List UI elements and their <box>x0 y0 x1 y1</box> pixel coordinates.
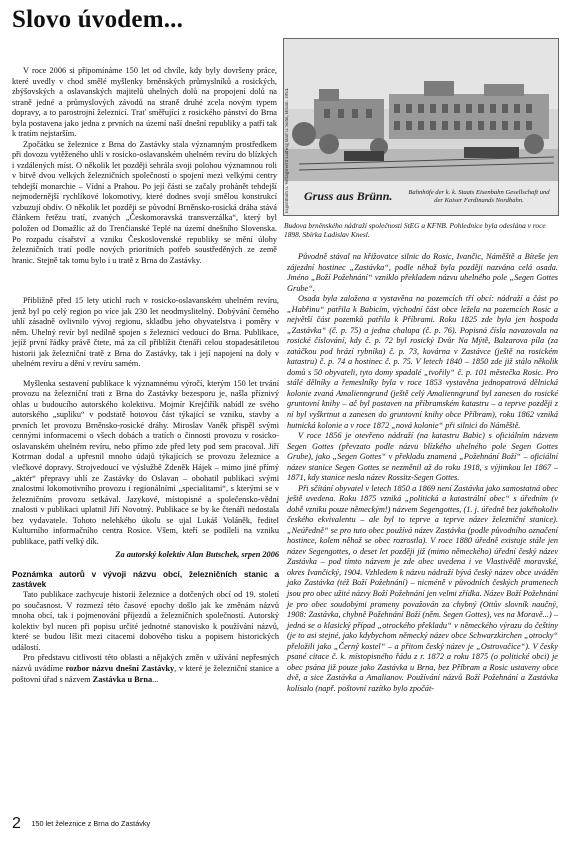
postcard-greeting: Gruss aus Brünn. <box>304 189 393 203</box>
paragraph: V roce 1856 je otevřeno nádraží (na katastru Babic) s oficiálním názvem Segen Gottes (převzato podle názvu blízkého uhelného pole Segen Gottes Grube), jako „Segen Gottes“ v překladu znamená „Požehnání Boží“ – oficiální název stanice Segen Gottes se nezměnil až do roku 1918, s výjimkou let 1867 – 1871, kdy stanice nesla název Rossitz-Segen Gottes. <box>287 431 558 483</box>
page-footer <box>12 815 150 833</box>
paragraph: Původně stával na křižovatce silnic do Rosic, Ivančic, Náměště a Bíteše jen zájezdní hostinec „Zastávka“, podle něhož byla později nazvána celá osada. Jméno „Boží Požehnání“ vzniklo překladem názvu uhelného pole „Segen Gottes Grube“. <box>287 252 558 293</box>
paragraph: V roce 2006 si připomínáme 150 let od chvíle, kdy byly dovršeny práce, které uvedly v chod smělé myšlenky brněnských průmyslníků a rosických, zbýšovských a oslavanských majitelů uhelných dolů na propojení dolů na straně jedné a průmyslových závodů na straně druhé zcela novým typem dopravy, a to parostrojní železnicí. Trať směřující z rosického pánství do Brna byla postavena jako jedna z prvních na území naší dnešní republiky a patří tak k tratím nejstarším. <box>12 66 277 139</box>
photo-caption: Budova brněnského nádraží společnosti StEG a KFNB. Pohlednice byla odeslána v roce 1898. Sbírka Ladislav Knesl. <box>284 221 546 240</box>
postcard-label: Bahnhöfe der k. k. Staats Eisenbahn Gesellschaft und der Kaiser Ferdinands Nordbahn. <box>408 189 550 204</box>
paragraph: Tato publikace zachycuje historii železnice a dotčených obcí od 19. století po současnost. V rozmezí této časové epochy došlo jak ke změnám názvů mnoha obcí, tak i pojmenování příjezdů a železničních společností. Autorský kolektiv byl nucen při popisu určité jednotné stanovisko k používání názvů, které se budou líšit mezi citacemi dobového tisku a popisem historických událostí. <box>12 590 279 652</box>
publisher-imprint: Eigenthum u. Verlagsrecht Ludwig Barr u. Sohn, Brünn. 1894. <box>285 87 290 213</box>
paragraph <box>12 653 279 685</box>
page-number: 2 <box>12 814 21 832</box>
page-title: Slovo úvodem... <box>12 6 184 33</box>
paragraph: Zpočátku se železnice z Brna do Zastávky stala významným prostředkem při dovozu vytěženého uhlí v rosicko-oslavanském uhelném revíru do blízkých i vzdálených míst. O několik let později sehrála svoji polohou významnou roli v bitvě dvou velkých železničních společností o spojení mezi velkými centry tehdejší monarchie – Vídní a Prahou. Po její části se začaly prohánět tehdejší nejmodernější rychlíkové lokomotivy, které dodnes svojí smělou konstrukcí vzbuzují obdiv. O několik let později se původní Brněnsko-rosická dráha stává článkem řetězu tratí, zvaných „Českomoravská transverzálka“, který byl položen od Domažlic až do Trenčianské Teplé na území dnešního Slovenska. Po rozpadu císařství a vzniku Československé republiky se mění úlohy železničních tratí podle nových prioritních potřeb soustředěných ze země hranic. Stejně tak tomu bylo i u tratě z Brna do Zastávky. <box>12 139 277 265</box>
paragraph: Osada byla založena a vystavěna na pozemcích tří obcí: nádraží a část po „Habřinu“ patřila k Babicím, východní část obce ležela na pozemcích Rosic a největší část pozemků patřila k Příbrami. Roku 1825 zde byla jen hospoda „Zastávka“ (č. p. 75) a jedna chalupa (č. p. 76). Popisná čísla navazovala na rosické číslování, kdy č. p. 72 byl rosický Dvůr Na Mýtě, Balzarova píla (za zatáčkou pod hrází rybníka) č. p. 73, kovárna v Zastávce (ještě na rosickém katastru) č. p. 74 a hostinec č. p. 75. V letech 1840 – 1850 zde již stálo několik domů s 50 obyvateli, tyto domy spadalé „tvořily“ č. p. 101 městečka Rosic. Pro stálé dělníky a řemeslníky byla v roce 1853 vystavěna jednopatrová dělnická kolonie zvaná Amalienngrund (ještě celý Amalienngrund byl zanesen do rosické gruntovní knihy – ač byl postaven na příbramském katastru – a teprve později z ní byl vyškrtnut a zanesen do gruntovní knihy obce Příbram), roku 1862 vzniká hutnická kolonie a v roce 1872 „nová kolonie“ při silnici do Náměště. <box>287 294 558 430</box>
running-footer: 150 let železnice z Brna do Zastávky <box>31 819 151 829</box>
text-run: , v které je železniční stanice a poštovní úřad s názvem <box>12 663 279 684</box>
section-heading: Poznámka autorů v vývoji názvu obcí, železničních stanic a zastávek <box>12 569 279 589</box>
bold-text: rozbor názvu dnešní Zastávky <box>65 663 175 673</box>
signature: Za autorský kolektiv Alan Butschek, srpen 2006 <box>115 550 279 560</box>
paragraph: Při sčítání obyvatel v letech 1850 a 1869 není Zastávka jako samostatná obec ještě uvedena. Roku 1875 vzniká „politická a katastrální obec“ s úředním (v době vzniku pouze německým!) názvem Segengottes, (1. j. úředně bez jakéhokoliv českého ekvivalentu – ale byl to teprve a teprve název železniční stanice). „Neúředně“ se pro tuto obec používá název Zastávka (podle původního označení hostince, kolem něhož se obec rozrostla). V roce 1880 úředně existuje stále jen název Segengottes, o deset let později již (mimo německého) úřední český název Zastávka – pod tímto názvem je zde obec uvedena i ve Vlastivědě moravské, okres Ivančický, 1904. Vzhledem k názvu nádraží bývá český název obce uváděn jako Zastávka (též Boží Požehnání) – nicméně v původních českých pramenech jsou pro obec užité názvy Boží Požehnání jen velmi zřídka. Název Boží Požehnání je pro obec soudobými prameny považován za chybný (Ottův slovník naučný, 1908: Zastávka, chybně Požehnání Boží (něm. Segen Gottes), ves na Moravě...) – jedná se o klasický případ „otrockého překladu“ v německého výrazu do češtiny (je to asi stejné, jako kdybychom německý název obce Schwarzkirchen „otrocky“ přeložili jako „Černý kostel“ – a přitom český název je „Ostrovačice“). V česky psané citace č. k. místopisného řádu z r. 1872 a roku 1875 (o politické obci) je obec psána již pouze jako Zastávka u Brna, bez Příbram a Rosic ustaveny obce dvě, a sice Zastávka a Amalianov. Používání názvů Boží Požehnání a Zastávka kolísalo (např. poštovní razítko bylo zpočát- <box>287 483 558 693</box>
text-run: ... <box>152 674 159 684</box>
intro-column <box>12 66 277 266</box>
left-column <box>12 296 279 685</box>
text-run: Pro představu citlivosti této oblasti a nějakých změn v užívání nepřesných názvů uvádíme <box>12 653 279 673</box>
right-column <box>287 252 558 694</box>
bold-text: Zastávka u Brna <box>92 674 153 684</box>
paragraph: Přibližně před 15 lety utichl ruch v rosicko-oslavanském uhelném revíru, jenž byl po celý region po více jak 230 let neodmyslitelný. Dobývání černého uhlí zásadně ovlivnilo vývoj regionu, skladbu jeho obyvatelstva i poměry v něm. Uhelný revír byl nedílně spojen s železnicí vedoucí do Brna. Publikace, jejíž první řádky právě čtete, má za cíl přiblížit čtenáři celou stopadesátiletou historii jak železniční tratě z Brna do Zastávky, tak i její napojení na doly v uhelném revíru a dění v revíru samém. <box>12 296 279 369</box>
historic-postcard-image <box>283 38 559 216</box>
paragraph: Myšlenka sestavení publikace k významnému výročí, kterým 150 let trvání provozu na železniční trati z Brna do Zastávky bezesporu je, našla příznivý ohlas u budoucího autorského kolektivu. Mojmír Krejčiřík nabídl ze svého autorského „supliku“ v podstatě hotovou část týkající se vzniku, stavby a prvních let provozu Brněnsko-rosické dráhy. Miroslav Vaněk přispěl svými cennými informacemi o všech dobách a tratích o činnosti provozu v rosicko-oslavanském uhelném revíru, nebo přímo zde před lety pod sem pracoval. Jiří Kotrman dodal a upřesnil mnoho údajů týkajících se provozu železnice a vlečkové dopravy. Strojvedoucí ve výslužbě Zdeněk Hájek – mimo jiné přímý „aktér“ přepravy uhlí ze Zastávky do Oslavan – obohatil publikaci svými znalostmi lokomotivního provozu i regionálními „specialitami“, s kterými se v železničním provozu setkával. Jazykové, místopisné a společensko-vědní znalosti v publikaci uplatnil Jiří Novotný. Publikace se by ke čtenáři nedostala bez vydavatele. Tohoto nelehkého úkolu se ujal Lukáš Voláněk, ředitel Kulturního informačního centra Rosice. Všem, kteří se podíleli na vzniku publikace, patří velký dík. <box>12 378 279 546</box>
